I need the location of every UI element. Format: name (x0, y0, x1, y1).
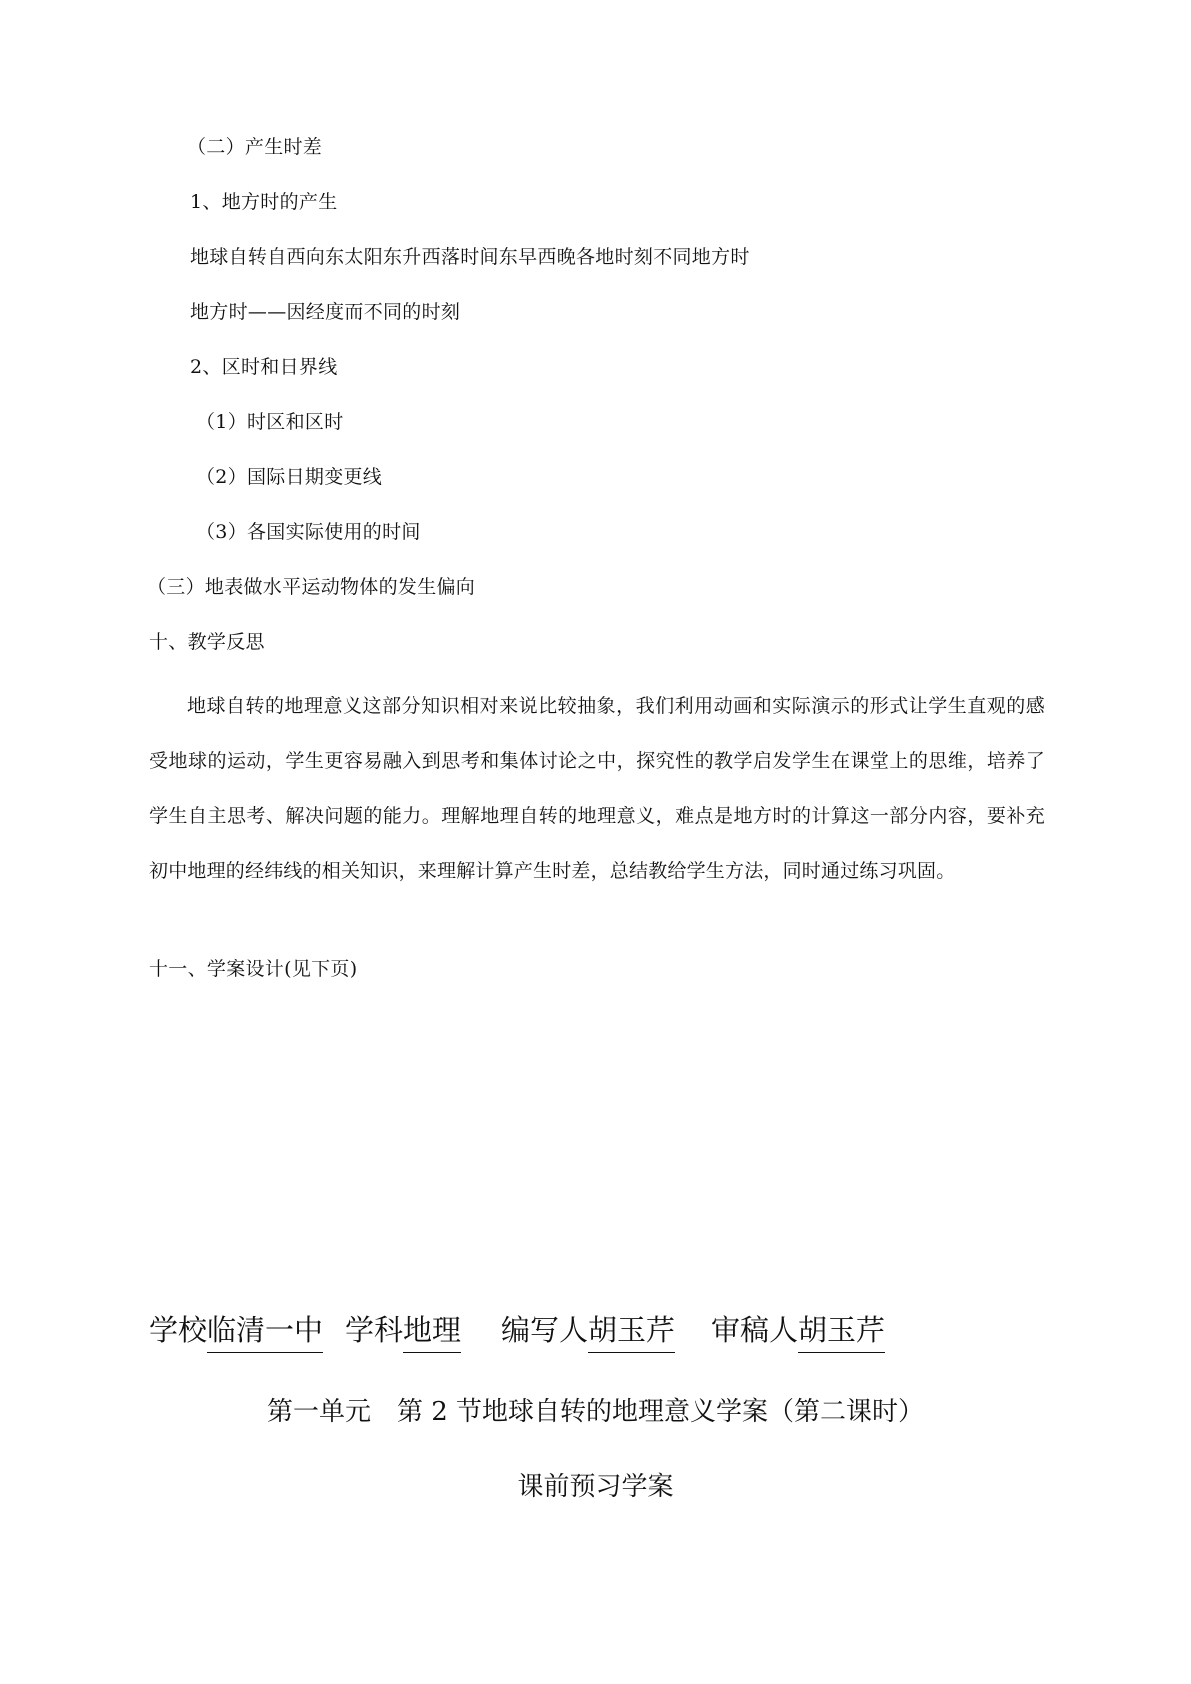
design-heading: 十一、学案设计(见下页) (149, 958, 358, 980)
subitem-3: （3）各国实际使用的时间 (196, 521, 421, 543)
item1-text-1: 地球自转自西向东太阳东升西落时间东早西晚各地时刻不同地方时 (190, 246, 750, 268)
reviewer-label: 审稿人 (711, 1313, 799, 1347)
writer-value: 胡玉芹 (588, 1312, 675, 1353)
reflection-heading: 十、教学反思 (149, 631, 265, 653)
item2-title: 2、区时和日界线 (190, 356, 338, 378)
subject-label: 学科 (345, 1313, 404, 1347)
school-field (149, 1312, 323, 1353)
subitem-2: （2）国际日期变更线 (196, 466, 383, 488)
document-title: 第一单元 第 2 节地球自转的地理意义学案（第二课时） (266, 1397, 925, 1427)
subject-field (345, 1312, 461, 1353)
school-value: 临清一中 (207, 1312, 323, 1353)
document-header (149, 1312, 1049, 1360)
section-2-heading: （二）产生时差 (187, 136, 323, 158)
school-label: 学校 (149, 1313, 208, 1347)
reflection-paragraph: 地球自转的地理意义这部分知识相对来说比较抽象，我们利用动画和实际演示的形式让学生直观的感受地球的运动，学生更容易融入到思考和集体讨论之中，探究性的教学启发学生在课堂上的思维，培养了学生自主思考、解决问题的能力。理解地理自转的地理意义，难点是地方时的计算这一部分内容，要补充初中地理的经纬线的相关知识，来理解计算产生时差，总结教给学生方法，同时通过练习巩固。 (149, 695, 1045, 882)
subitem-1: （1）时区和区时 (196, 411, 344, 433)
reviewer-value: 胡玉芹 (798, 1312, 885, 1353)
writer-label: 编写人 (501, 1313, 589, 1347)
reviewer-field (711, 1312, 885, 1353)
document-subtitle: 课前预习学案 (517, 1472, 674, 1502)
section-3-heading: （三）地表做水平运动物体的发生偏向 (147, 576, 476, 598)
writer-field (501, 1312, 675, 1353)
item1-title: 1、地方时的产生 (190, 191, 338, 213)
subject-value: 地理 (403, 1312, 461, 1353)
item1-text-2: 地方时——因经度而不同的时刻 (190, 301, 461, 323)
